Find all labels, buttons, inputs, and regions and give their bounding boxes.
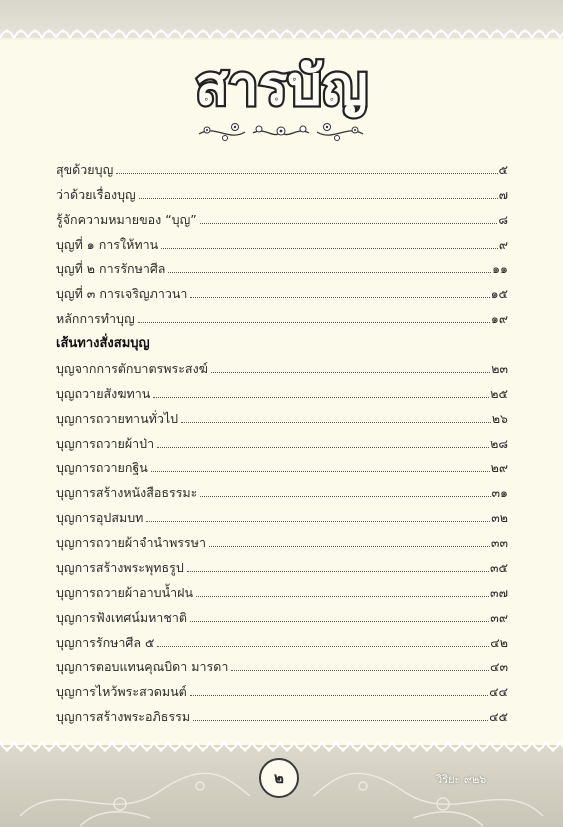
dot-leader bbox=[190, 695, 488, 696]
page-title bbox=[0, 50, 563, 120]
toc-entry[interactable] bbox=[56, 476, 508, 501]
toc-entry-page: ๘ bbox=[498, 211, 508, 227]
toc-entry[interactable] bbox=[56, 277, 508, 302]
toc-entry[interactable] bbox=[56, 601, 508, 626]
toc-entry[interactable] bbox=[56, 402, 508, 427]
toc-entry[interactable] bbox=[56, 675, 508, 700]
toc-entry-title: บุญการถวายผ้าอาบน้ำฝน bbox=[56, 584, 194, 600]
toc-entry[interactable] bbox=[56, 427, 508, 452]
toc-entry-page: ๕ bbox=[498, 161, 508, 177]
toc-entry-page: ๓๒ bbox=[491, 510, 508, 526]
dot-leader bbox=[190, 621, 489, 622]
toc-entry[interactable] bbox=[56, 377, 508, 402]
toc-entry-page: ๓๑ bbox=[491, 485, 508, 501]
page-number: ๒ bbox=[274, 769, 284, 787]
toc-entry-title: บุญที่ ๓ การเจริญภาวนา bbox=[56, 286, 188, 302]
toc-entry-page: ๒๙ bbox=[490, 460, 508, 476]
toc-entry[interactable] bbox=[56, 651, 508, 676]
dot-leader bbox=[157, 646, 489, 647]
toc-entry-page: ๗ bbox=[498, 186, 508, 202]
toc-entry[interactable] bbox=[56, 178, 508, 203]
dot-leader bbox=[139, 198, 498, 199]
toc-entry-title: บุญการอุปสมบท bbox=[56, 510, 144, 526]
toc-entry-title: บุญการไหว้พระสวดมนต์ bbox=[56, 684, 187, 700]
toc-entry-page: ๑๑ bbox=[492, 261, 508, 277]
toc-entry[interactable] bbox=[56, 352, 508, 377]
title-text: สารบัญ bbox=[195, 54, 368, 117]
toc-entry-title: บุญการสร้างพระอภิธรรม bbox=[56, 709, 191, 725]
toc-entry-title: ว่าด้วยเรื่องบุญ bbox=[56, 186, 136, 202]
dot-leader bbox=[193, 720, 488, 721]
toc-entry[interactable] bbox=[56, 153, 508, 178]
toc-entry[interactable] bbox=[56, 626, 508, 651]
toc-entry-page: ๓๙ bbox=[490, 609, 508, 625]
toc-entry[interactable] bbox=[56, 526, 508, 551]
dot-leader bbox=[187, 571, 489, 572]
dot-leader bbox=[138, 322, 490, 323]
toc-entry-title: บุญการรักษาศีล ๕ bbox=[56, 634, 155, 650]
dot-leader bbox=[153, 397, 489, 398]
toc-entry[interactable] bbox=[56, 700, 508, 725]
dot-leader bbox=[196, 596, 489, 597]
toc-entry-page: ๓๓ bbox=[490, 535, 508, 550]
toc-entry-page: ๙ bbox=[498, 236, 508, 252]
toc-entry[interactable] bbox=[56, 203, 508, 228]
toc-entry[interactable] bbox=[56, 501, 508, 526]
dot-leader bbox=[161, 248, 498, 249]
toc-entry-page: ๑๙ bbox=[490, 311, 508, 327]
toc-entry-page: ๒๘ bbox=[490, 435, 508, 451]
toc-entry-page: ๓๕ bbox=[489, 559, 508, 575]
section-heading-text: เส้นทางสั่งสมบุญ bbox=[56, 336, 150, 351]
footer-label: วิริยะ ๙๒๖ bbox=[436, 773, 487, 786]
dot-leader bbox=[168, 272, 491, 273]
toc-entry[interactable] bbox=[56, 302, 508, 327]
floral-ornament-icon bbox=[195, 118, 367, 146]
toc-entry-title: บุญการถวายผ้าจำนำพรรษา bbox=[56, 535, 206, 550]
toc-entry-page: ๓๗ bbox=[490, 584, 508, 600]
toc-entry-title: บุญการฟังเทศน์มหาชาติ bbox=[56, 609, 187, 625]
toc-entry-page: ๔๕ bbox=[489, 709, 508, 725]
dot-leader bbox=[231, 670, 489, 671]
toc-entry-title: บุญถวายสังฆทาน bbox=[56, 385, 151, 401]
toc-entry-title: รู้จักความหมายของ “บุญ” bbox=[56, 211, 197, 227]
toc-entry-title: สุขด้วยบุญ bbox=[56, 161, 114, 177]
toc-entry-title: บุญจากการตักบาตรพระสงฆ์ bbox=[56, 360, 208, 376]
dot-leader bbox=[151, 471, 490, 472]
toc-entry-title: บุญการถวายผ้าป่า bbox=[56, 435, 155, 451]
toc-entry-page: ๑๕ bbox=[490, 286, 508, 302]
page-number-badge bbox=[259, 758, 299, 798]
toc-entry-title: บุญการสร้างพระพุทธรูป bbox=[56, 559, 184, 575]
toc-entry-title: บุญการถวายกฐิน bbox=[56, 460, 148, 476]
toc-entry[interactable] bbox=[56, 253, 508, 278]
table-of-contents bbox=[56, 153, 508, 725]
dot-leader bbox=[181, 422, 491, 423]
dot-leader bbox=[200, 496, 490, 497]
toc-entry[interactable] bbox=[56, 452, 508, 477]
toc-section-heading bbox=[56, 327, 508, 352]
toc-entry-page: ๒๕ bbox=[490, 385, 508, 401]
toc-entry-title: บุญที่ ๑ การให้ทาน bbox=[56, 236, 159, 252]
dot-leader bbox=[209, 546, 490, 547]
toc-entry-title: หลักการทำบุญ bbox=[56, 311, 135, 327]
dot-leader bbox=[211, 372, 490, 373]
dot-leader bbox=[146, 521, 490, 522]
dot-leader bbox=[116, 173, 497, 174]
toc-entry-page: ๔๓ bbox=[489, 659, 508, 675]
toc-entry-page: ๔๒ bbox=[490, 634, 508, 650]
toc-entry-page: ๒๓ bbox=[491, 360, 508, 376]
toc-entry-page: ๒๖ bbox=[491, 410, 508, 426]
dot-leader bbox=[200, 223, 498, 224]
toc-entry[interactable] bbox=[56, 551, 508, 576]
toc-entry[interactable] bbox=[56, 228, 508, 253]
dot-leader bbox=[157, 447, 489, 448]
toc-entry[interactable] bbox=[56, 576, 508, 601]
toc-entry-title: บุญการสร้างหนังสือธรรมะ bbox=[56, 485, 198, 501]
toc-entry-title: บุญที่ ๒ การรักษาศีล bbox=[56, 261, 166, 277]
toc-entry-title: บุญการตอบแทนคุณบิดา มารดา bbox=[56, 659, 229, 675]
toc-entry-page: ๔๔ bbox=[489, 684, 508, 700]
toc-entry-title: บุญการถวายทานทั่วไป bbox=[56, 410, 179, 426]
dot-leader bbox=[190, 297, 489, 298]
bottom-lace-border bbox=[0, 738, 563, 756]
